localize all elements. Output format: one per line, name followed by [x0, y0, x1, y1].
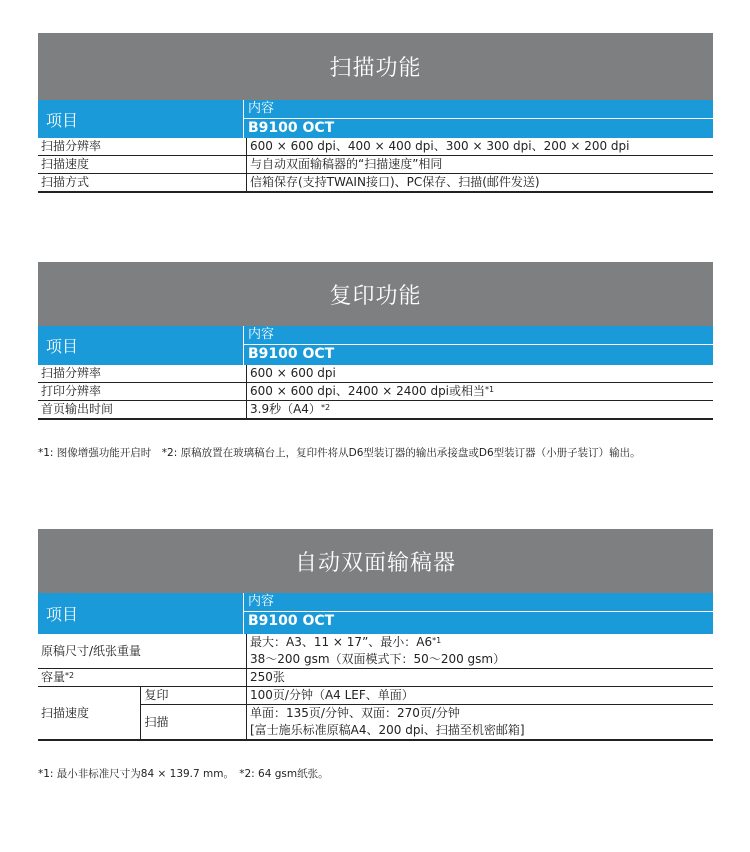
scan-header — [38, 100, 713, 138]
scan-col-item: 项目 — [46, 110, 79, 130]
row-value: 信箱保存(支持TWAIN接口)、PC保存、扫描(邮件发送) — [247, 174, 714, 193]
row-value-text: 单面：135页/分钟、双面：270页/分钟 — [250, 706, 460, 720]
row-value-text: [富士施乐标准原稿A4、200 dpi、扫描至机密邮箱] — [250, 723, 525, 737]
row-value-text: 最大：A3、11 × 17”、最小：A6 — [250, 635, 433, 649]
row-label: 首页输出时间 — [38, 401, 247, 420]
copy-col-item: 项目 — [46, 337, 79, 356]
row-value-text: 3.9秒（A4） — [250, 402, 321, 416]
table-row — [38, 138, 713, 156]
row-value — [247, 383, 714, 401]
scan-table — [38, 138, 713, 193]
table-row — [38, 156, 713, 174]
table-row — [38, 401, 713, 420]
row-label: 扫描方式 — [38, 174, 247, 193]
scan-section — [38, 33, 713, 193]
adf-col-item: 项目 — [46, 605, 79, 624]
row-label: 扫描分辨率 — [38, 138, 247, 156]
copy-section — [38, 262, 713, 420]
row-label: 扫描速度 — [38, 687, 141, 741]
table-row — [38, 174, 713, 193]
adf-table — [38, 634, 713, 741]
copy-table — [38, 365, 713, 420]
footnote-mark: *2 — [65, 671, 75, 680]
adf-col-content: 内容 — [244, 593, 713, 612]
table-row — [38, 687, 713, 705]
copy-title-text: 复印功能 — [329, 283, 422, 309]
row-value-text: 38～200 gsm（双面模式下：50～200 gsm） — [250, 652, 506, 666]
row-sublabel: 复印 — [141, 687, 247, 705]
adf-title-text: 自动双面输稿器 — [294, 550, 456, 576]
footnote-mark: *2 — [320, 403, 331, 412]
table-row — [38, 365, 713, 383]
row-label: 原稿尺寸/纸张重量 — [38, 634, 247, 669]
row-label: 扫描分辨率 — [38, 365, 247, 383]
row-value — [247, 634, 714, 669]
copy-col-content-wrap — [243, 326, 713, 365]
scan-model: B9100 OCT — [248, 120, 335, 136]
copy-model: B9100 OCT — [248, 346, 335, 362]
row-value: 600 × 600 dpi、400 × 400 dpi、300 × 300 dpi、200 × 200 dpi — [247, 138, 714, 156]
capacity-label: 容量 — [41, 670, 66, 684]
scan-col-content-wrap — [243, 100, 713, 138]
row-value-text: 600 × 600 dpi — [250, 366, 336, 380]
row-label: 扫描速度 — [38, 156, 247, 174]
row-value — [247, 705, 714, 741]
row-value: 250张 — [247, 669, 714, 687]
copy-col-content: 内容 — [244, 326, 713, 345]
adf-section — [38, 529, 713, 741]
table-row — [38, 669, 713, 687]
table-row — [38, 383, 713, 401]
copy-header — [38, 326, 713, 365]
row-value-text: 600 × 600 dpi、2400 × 2400 dpi或相当 — [250, 384, 486, 398]
adf-title — [38, 529, 713, 593]
copy-title — [38, 262, 713, 326]
adf-footnote: *1: 最小非标准尺寸为84 × 139.7 mm。 *2: 64 gsm纸张。 — [38, 768, 329, 780]
adf-model: B9100 OCT — [248, 613, 335, 629]
scan-title — [38, 33, 713, 100]
row-sublabel: 扫描 — [141, 705, 247, 741]
row-label — [38, 669, 247, 687]
scan-title-text: 扫描功能 — [329, 56, 422, 81]
table-row — [38, 634, 713, 669]
row-value — [247, 401, 714, 420]
copy-footnote: *1: 图像增强功能开启时 *2: 原稿放置在玻璃稿台上，复印件将从D6型装订器的输出承接盘或D6型装订器（小册子装订）输出。 — [38, 447, 641, 459]
scan-col-content: 内容 — [244, 100, 713, 119]
row-value: 100页/分钟（A4 LEF、单面） — [247, 687, 714, 705]
row-value: 与自动双面输稿器的“扫描速度”相同 — [247, 156, 714, 174]
footnote-mark: *1 — [432, 636, 442, 645]
footnote-mark: *1 — [485, 385, 495, 394]
row-value — [247, 365, 714, 383]
row-label: 打印分辨率 — [38, 383, 247, 401]
adf-header — [38, 593, 713, 634]
adf-col-content-wrap — [243, 593, 713, 634]
